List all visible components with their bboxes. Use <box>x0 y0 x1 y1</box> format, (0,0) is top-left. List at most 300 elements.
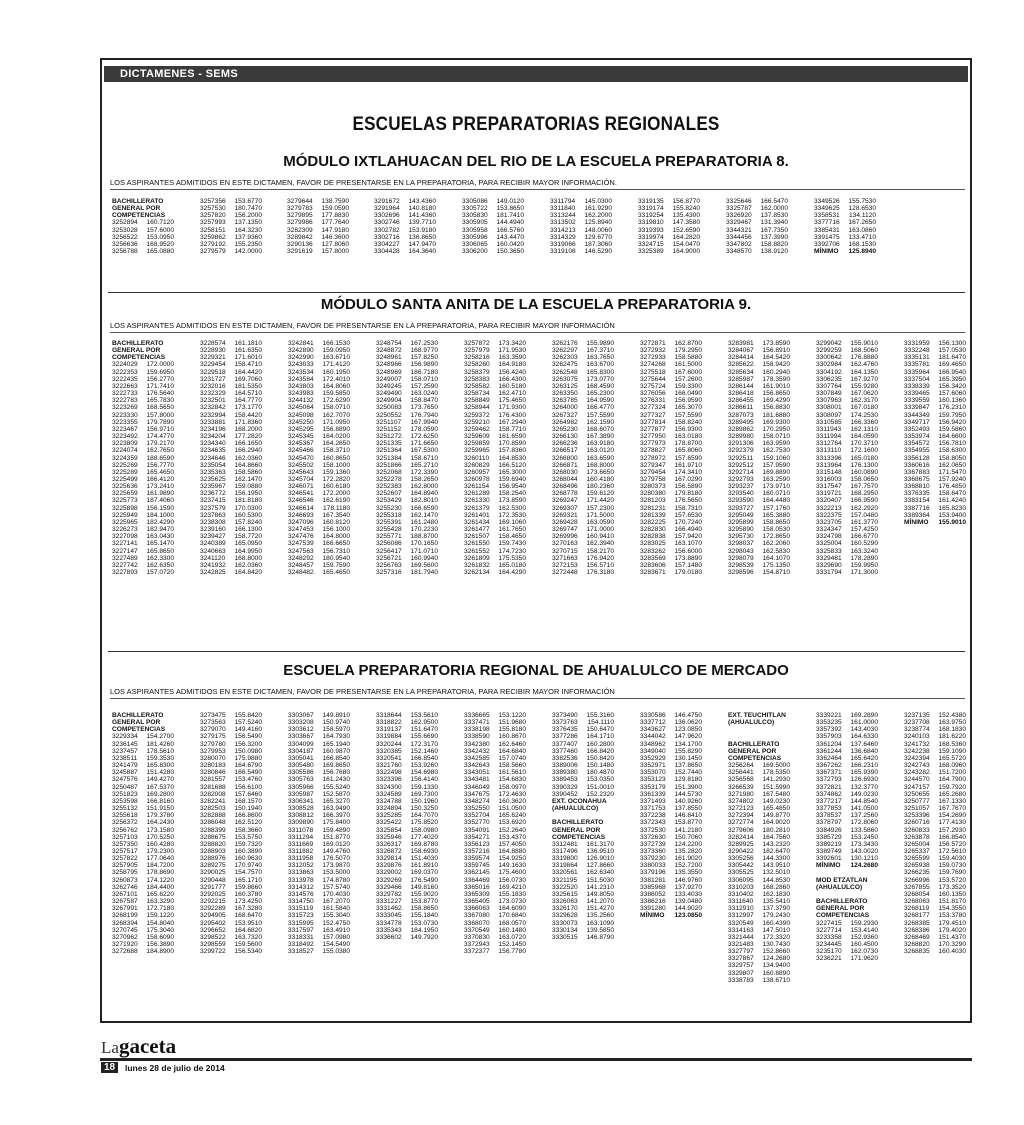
table-row <box>200 483 284 490</box>
applicant-id: 3260833 <box>904 826 930 834</box>
applicant-score: 179.2170 <box>146 440 174 448</box>
applicant-score: 176.9420 <box>586 554 614 562</box>
table-row <box>376 905 460 912</box>
applicant-score: 169.1060 <box>498 518 526 526</box>
applicant-score: 168.8000 <box>586 461 614 469</box>
table-row <box>640 555 724 562</box>
applicant-score: 179.0180 <box>674 569 702 576</box>
applicant-id: 3245643 <box>288 468 314 476</box>
table-row <box>112 819 196 826</box>
table-row <box>816 483 900 490</box>
table-row <box>904 898 984 905</box>
applicant-id: 3329481 <box>816 554 842 562</box>
table-column <box>640 712 728 984</box>
applicant-score: 169.4650 <box>938 361 966 369</box>
applicant-id: 3371493 <box>640 797 666 805</box>
applicant-id: 3266800 <box>552 454 578 462</box>
applicant-score: 163.1070 <box>674 540 702 548</box>
table-row <box>816 361 900 368</box>
applicant-id: 3248961 <box>376 354 402 362</box>
applicant-id: 3242743 <box>904 762 930 770</box>
applicant-score: 152.4750 <box>322 919 350 927</box>
applicant-id: 3329876 <box>376 862 402 870</box>
table-row <box>376 562 460 569</box>
applicant-id: 3265599 <box>904 855 930 863</box>
applicant-id: 3275518 <box>640 368 666 376</box>
table-row <box>376 776 460 783</box>
applicant-id: 3276056 <box>640 390 666 398</box>
applicant-id: 3267587 <box>112 898 138 906</box>
table-row <box>200 455 284 462</box>
section-title-santa-anita: MÓDULO SANTA ANITA DE LA ESCUELA PREPARATORIA 9. <box>320 296 752 313</box>
applicant-score: 134.9400 <box>762 962 790 970</box>
applicant-score: 160.6180 <box>322 483 350 491</box>
applicant-id: 3313244 <box>550 212 576 220</box>
applicant-score: 137.2560 <box>850 812 878 820</box>
table-row <box>816 447 900 454</box>
table-row <box>200 219 283 226</box>
applicant-score: 164.2820 <box>672 233 700 241</box>
applicant-id: 3282830 <box>640 526 666 534</box>
applicant-id: 3373360 <box>640 847 666 855</box>
applicant-id: 3246693 <box>288 511 314 519</box>
applicant-score: 159.1060 <box>762 454 790 462</box>
table-row <box>816 440 900 447</box>
applicant-id: 3256522 <box>112 233 138 241</box>
applicant-score: 166.6650 <box>322 540 350 548</box>
applicant-id: 3256568 <box>728 776 754 784</box>
applicant-score: 170.3710 <box>850 440 878 448</box>
applicant-score: 158.7310 <box>674 504 702 512</box>
table-row <box>288 497 372 504</box>
applicant-id: 3357392 <box>816 726 842 734</box>
table-row <box>728 490 812 497</box>
applicant-id: 3312910 <box>728 905 754 913</box>
applicant-id: 3281557 <box>200 776 226 784</box>
applicant-id: 3390452 <box>552 790 578 798</box>
applicant-score: 156.1300 <box>938 340 966 347</box>
applicant-id: 3305966 <box>288 783 314 791</box>
table-row <box>816 726 900 733</box>
applicant-id: 3307849 <box>816 390 842 398</box>
applicant-score: 167.7670 <box>938 805 966 813</box>
applicant-score: 164.4480 <box>762 497 790 505</box>
table-row <box>112 476 196 483</box>
table-row <box>200 898 284 905</box>
table-row <box>552 340 636 347</box>
table-row <box>112 934 196 941</box>
applicant-score: 163.6710 <box>322 354 350 362</box>
applicant-score: 159.5600 <box>234 941 262 948</box>
table-row <box>640 340 724 347</box>
table-row <box>728 369 812 376</box>
table-row <box>728 855 812 862</box>
applicant-score: 137.8530 <box>760 212 788 220</box>
applicant-score: 167.0620 <box>850 390 878 398</box>
applicant-id: 3247476 <box>288 533 314 541</box>
applicant-score: 165.6220 <box>146 890 174 898</box>
table-row <box>728 469 812 476</box>
applicant-id: 3281339 <box>640 511 666 519</box>
applicant-id: 3306065 <box>462 240 488 248</box>
applicant-id: 3225499 <box>112 475 138 483</box>
table-row <box>728 555 812 562</box>
applicant-id: 3248457 <box>288 561 314 569</box>
applicant-id: 3356123 <box>464 840 490 848</box>
table-row <box>464 912 548 919</box>
applicant-id: 3389006 <box>552 762 578 770</box>
table-row <box>638 205 722 212</box>
applicant-id: 3305987 <box>288 790 314 798</box>
applicant-id: 3237415 <box>200 497 226 505</box>
applicant-id: 3372793 <box>816 776 842 784</box>
applicant-score: 152.1450 <box>498 941 526 948</box>
applicant-id: 3326317 <box>376 840 402 848</box>
table-row <box>552 390 636 397</box>
table-row <box>816 920 900 927</box>
table-row <box>200 447 284 454</box>
table-row <box>376 755 460 762</box>
table-row <box>728 719 812 726</box>
applicant-score: 160.7120 <box>146 219 174 227</box>
table-row <box>726 198 810 205</box>
applicant-score: 169.2800 <box>146 790 174 798</box>
applicant-score: 150.3650 <box>496 248 524 256</box>
table-row <box>464 505 548 512</box>
applicant-score: 174.1220 <box>146 876 174 884</box>
applicant-score: 163.0430 <box>146 533 174 541</box>
applicant-id: 3245345 <box>288 433 314 441</box>
table-row <box>550 241 634 248</box>
applicant-score: 179.2950 <box>674 347 702 355</box>
table-row <box>464 476 548 483</box>
applicant-id: 3348570 <box>726 248 752 256</box>
program-label: GENERAL POR <box>112 347 161 355</box>
table-row <box>200 404 284 411</box>
table-row <box>904 404 984 411</box>
table-row <box>287 227 370 234</box>
applicant-id: 3253396 <box>904 812 930 820</box>
applicant-score: 162.5120 <box>234 819 262 827</box>
table-row <box>200 776 284 783</box>
applicant-score: 149.4760 <box>322 847 350 855</box>
table-row <box>816 912 900 919</box>
applicant-score: 153.5000 <box>322 869 350 877</box>
table-row <box>376 798 460 805</box>
table-row <box>376 769 460 776</box>
applicant-score: 141.0500 <box>850 805 878 813</box>
table-row <box>552 383 636 390</box>
table-row <box>904 440 984 447</box>
applicant-score: 150.3250 <box>410 805 438 813</box>
table-row <box>728 812 812 819</box>
table-row <box>376 548 460 555</box>
applicant-score: 150.1480 <box>586 762 614 770</box>
applicant-id: 3349625 <box>814 205 840 213</box>
applicant-score: 156.4240 <box>498 368 526 376</box>
applicant-id: 3291672 <box>374 198 400 205</box>
applicant-score: 166.3970 <box>322 812 350 820</box>
applicant-score: 171.5470 <box>938 468 966 476</box>
table-row <box>728 741 812 748</box>
applicant-id: 3241479 <box>112 762 138 770</box>
applicant-score: 151.9680 <box>498 719 526 727</box>
table-row <box>550 212 634 219</box>
applicant-score: 160.3620 <box>498 797 526 805</box>
applicant-score: 151.4280 <box>146 769 174 777</box>
table-column <box>288 712 376 984</box>
applicant-score: 160.9410 <box>586 533 614 541</box>
applicant-id: 3264982 <box>552 418 578 426</box>
applicant-score: 158.5970 <box>322 726 350 734</box>
applicant-id: 3378537 <box>816 812 842 820</box>
applicant-id: 3292512 <box>728 461 754 469</box>
applicant-score: 176.3180 <box>586 569 614 576</box>
table-row <box>112 562 196 569</box>
applicant-score: 159.7590 <box>322 561 350 569</box>
applicant-score: 164.8420 <box>234 569 262 576</box>
applicant-id: 3317496 <box>552 847 578 855</box>
table-row <box>376 426 460 433</box>
applicant-id: 3255132 <box>112 805 138 813</box>
table-row <box>112 548 196 555</box>
applicant-id: 3257356 <box>200 198 226 205</box>
table-row <box>288 340 372 347</box>
table-row <box>200 361 284 368</box>
applicant-id: 3307764 <box>816 382 842 390</box>
table-row <box>550 227 634 234</box>
applicant-score: 158.3660 <box>234 826 262 834</box>
applicant-id: 3269307 <box>552 504 578 512</box>
table-row <box>816 548 900 555</box>
table-row <box>376 419 460 426</box>
applicant-id: 3362145 <box>464 869 490 877</box>
applicant-score: 179.3780 <box>146 812 174 820</box>
applicant-id: 3360616 <box>904 461 930 469</box>
applicant-score: 126.6930 <box>850 776 878 784</box>
applicant-id: 3291619 <box>287 248 313 256</box>
applicant-score: 168.1830 <box>938 726 966 734</box>
table-row <box>728 748 812 755</box>
table-row <box>728 726 812 733</box>
table-row <box>464 383 548 390</box>
applicant-id: 3284414 <box>728 354 754 362</box>
applicant-id: 3370830 <box>464 933 490 941</box>
applicant-score: 130.1450 <box>674 754 702 762</box>
applicant-id: 3299042 <box>816 340 842 347</box>
applicant-score: 151.0500 <box>498 805 526 813</box>
applicant-score: 151.5030 <box>586 876 614 884</box>
applicant-score: 158.6930 <box>410 847 438 855</box>
applicant-score: 156.8910 <box>762 347 790 355</box>
table-row <box>640 548 724 555</box>
applicant-id: 3246614 <box>288 504 314 512</box>
applicant-score: 147.9620 <box>674 733 702 741</box>
applicant-score: 165.0950 <box>234 540 262 548</box>
table-row <box>288 891 372 898</box>
applicant-id: 3329628 <box>552 912 578 920</box>
applicant-score: 160.5300 <box>234 511 262 519</box>
applicant-id: 3280070 <box>200 754 226 762</box>
logo-prefix: La <box>101 1038 119 1057</box>
table-row <box>552 912 636 919</box>
table-row <box>904 755 984 762</box>
applicant-score: 164.4420 <box>234 368 262 376</box>
applicant-score: 179.4510 <box>938 919 966 927</box>
applicant-id: 3335781 <box>904 361 930 369</box>
applicant-score: 182.6470 <box>762 847 790 855</box>
table-row <box>464 397 548 404</box>
applicant-id: 3292793 <box>728 475 754 483</box>
table-row <box>904 497 984 504</box>
table-row <box>464 934 548 941</box>
applicant-id: 3243282 <box>904 769 930 777</box>
table-row <box>464 361 548 368</box>
applicant-score: 164.7900 <box>938 776 966 784</box>
applicant-score: 151.0010 <box>586 783 614 791</box>
table-column <box>200 340 288 576</box>
applicant-score: 155.8420 <box>234 712 262 719</box>
applicant-score: 156.8770 <box>672 198 700 205</box>
applicant-score: 150.1960 <box>410 797 438 805</box>
applicant-score: 166.2310 <box>850 762 878 770</box>
applicant-id: 3317597 <box>288 926 314 934</box>
applicant-score: 172.5610 <box>938 847 966 855</box>
applicant-id: 3248292 <box>288 554 314 562</box>
applicant-score: 165.7830 <box>146 397 174 405</box>
applicant-id: 3261434 <box>464 518 490 526</box>
applicant-id: 3329814 <box>376 855 402 863</box>
applicant-score: 158.6470 <box>938 490 966 498</box>
applicant-id: 3225289 <box>112 468 138 476</box>
applicant-id: 3227415 <box>816 919 842 927</box>
applicant-score: 163.6700 <box>586 361 614 369</box>
table-row <box>288 776 372 783</box>
applicant-id: 3303667 <box>288 733 314 741</box>
table-row <box>374 205 458 212</box>
applicant-id: 3331462 <box>376 905 402 913</box>
applicant-score: 141.2930 <box>762 776 790 784</box>
applicant-id: 3336665 <box>464 712 490 719</box>
applicant-id: 3323396 <box>376 776 402 784</box>
table-row <box>638 227 722 234</box>
applicant-score: 165.9390 <box>850 769 878 777</box>
table-row <box>728 476 812 483</box>
table-row <box>728 512 812 519</box>
applicant-score: 143.0020 <box>850 847 878 855</box>
applicant-id: 3266235 <box>904 869 930 877</box>
table-row <box>728 877 812 884</box>
applicant-id: 3343481 <box>464 776 490 784</box>
applicant-score: 179.2430 <box>762 912 790 920</box>
applicant-id: 3304099 <box>288 740 314 748</box>
table-row <box>728 884 812 891</box>
applicant-score: 166.8600 <box>234 812 262 820</box>
applicant-id: 3260957 <box>464 468 490 476</box>
applicant-score: 158.5660 <box>498 762 526 770</box>
applicant-score: 164.1350 <box>850 368 878 376</box>
applicant-id: 3306200 <box>462 248 488 256</box>
applicant-id: 3253598 <box>112 797 138 805</box>
applicant-id: 3286144 <box>728 382 754 390</box>
table-row <box>200 248 283 255</box>
table-row <box>464 555 548 562</box>
applicant-id: 3311840 <box>550 205 576 213</box>
applicant-id: 3252383 <box>376 483 402 491</box>
table-row <box>552 726 636 733</box>
applicant-score: 171.4120 <box>322 361 350 369</box>
table-row <box>464 733 548 740</box>
applicant-score: 160.9630 <box>234 855 262 863</box>
table-row <box>726 241 810 248</box>
applicant-id: 3321760 <box>376 762 402 770</box>
applicant-id: 3245466 <box>288 447 314 455</box>
table-row <box>288 819 372 826</box>
applicant-score: 146.5290 <box>584 248 612 256</box>
applicant-id: 3222783 <box>112 397 138 405</box>
applicant-id: 3249007 <box>376 375 402 383</box>
table-row <box>288 361 372 368</box>
applicant-id: 3315723 <box>288 912 314 920</box>
applicant-id: 3313110 <box>816 447 842 455</box>
applicant-id: 3354955 <box>904 447 930 455</box>
applicant-score: 166.3360 <box>850 418 878 426</box>
applicant-id: 3280183 <box>200 762 226 770</box>
applicant-id: 3325615 <box>552 890 578 898</box>
applicant-score: 161.5610 <box>498 769 526 777</box>
table-column <box>464 712 552 984</box>
table-row <box>816 748 900 755</box>
applicant-score: 136.6840 <box>850 747 878 755</box>
table-row <box>464 369 548 376</box>
applicant-score: 166.4300 <box>498 375 526 383</box>
table-row <box>552 877 636 884</box>
table-row <box>464 748 548 755</box>
applicant-id: 3282414 <box>728 833 754 841</box>
table-row <box>376 340 460 347</box>
applicant-score: 165.3000 <box>498 468 526 476</box>
applicant-score: 178.5610 <box>146 747 174 755</box>
table-row <box>288 483 372 490</box>
applicant-id: 3306235 <box>816 375 842 383</box>
page-title: ESCUELAS PREPARATORIAS REGIONALES <box>352 114 720 135</box>
table-row <box>200 354 284 361</box>
table-row <box>816 533 900 540</box>
applicant-id: 3343627 <box>640 726 666 734</box>
applicant-id: 3274268 <box>640 361 666 369</box>
table-row <box>728 404 812 411</box>
applicant-score: 164.7070 <box>410 812 438 820</box>
applicant-id: 3236221 <box>816 955 842 963</box>
applicant-id: 3319974 <box>638 233 664 241</box>
table-row <box>728 784 812 791</box>
table-row <box>376 412 460 419</box>
applicant-id: 3330134 <box>552 926 578 934</box>
table-row <box>552 540 636 547</box>
table-row <box>728 948 812 955</box>
applicant-score: 164.6840 <box>498 747 526 755</box>
table-row <box>640 354 724 361</box>
table-row <box>288 712 372 719</box>
applicant-id: 3305722 <box>462 205 488 213</box>
table-row <box>376 469 460 476</box>
applicant-id: 3282309 <box>287 226 313 234</box>
applicant-id: 3291777 <box>200 883 226 891</box>
applicant-id: 3270163 <box>552 540 578 548</box>
applicant-id: 3372630 <box>640 833 666 841</box>
applicant-id: 3259462 <box>464 425 490 433</box>
applicant-score: 164.8940 <box>410 490 438 498</box>
